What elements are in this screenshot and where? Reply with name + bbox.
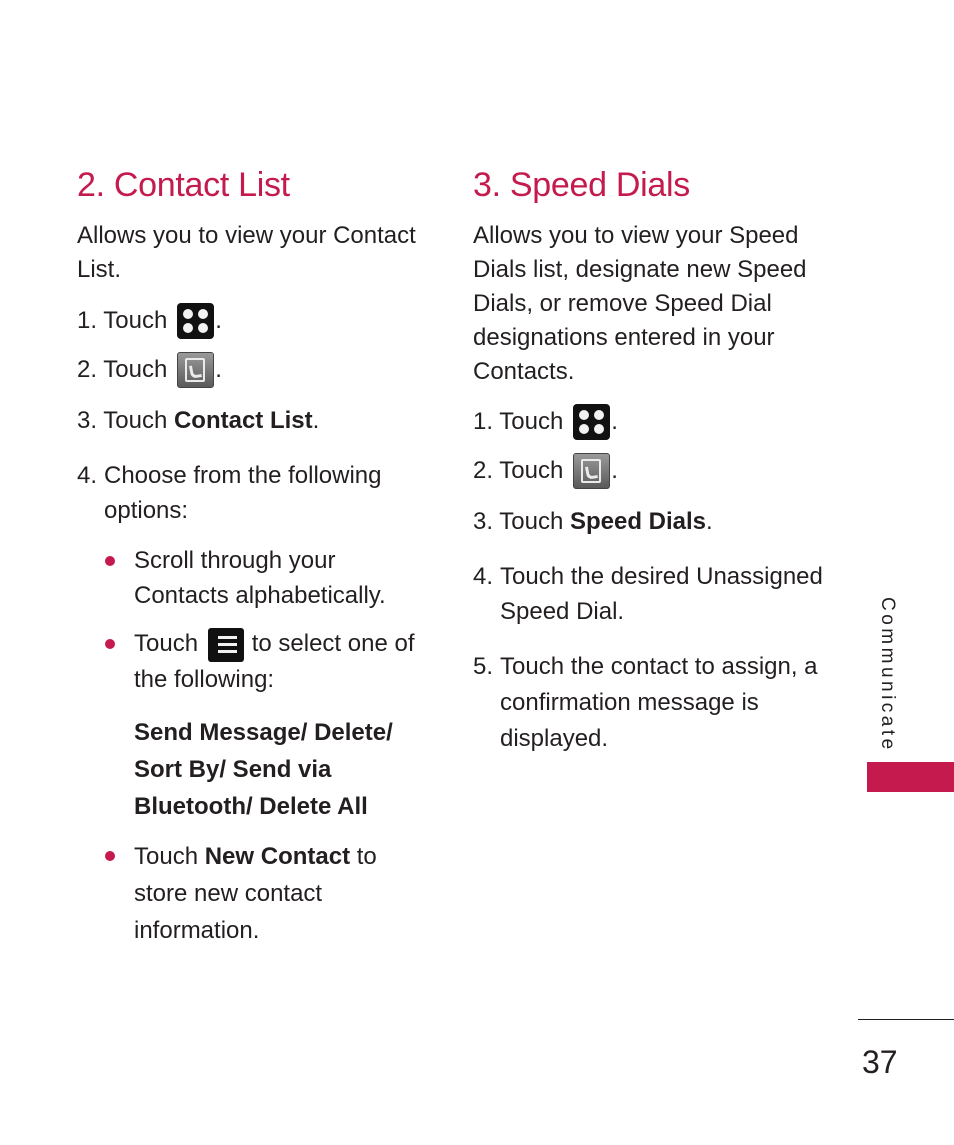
contact-list-options	[134, 714, 434, 825]
apps-grid-icon	[573, 404, 610, 440]
speed-dials-heading: 3. Speed Dials	[473, 166, 690, 204]
page-number: 37	[862, 1044, 898, 1080]
contact-list-intro: Allows you to view your Contact List.	[77, 222, 416, 283]
contact-list-bullet-3: Touch New Contact to store new contact information.	[105, 838, 425, 948]
contacts-phonebook-icon	[573, 453, 610, 489]
contacts-phonebook-icon	[177, 352, 214, 388]
speed-dials-step-5: 5. Touch the contact to assign, a confirmation message is displayed.	[473, 653, 818, 752]
apps-grid-icon	[177, 303, 214, 339]
bullet-dot	[105, 556, 115, 566]
contact-list-step-4: 4. Choose from the following options:	[77, 462, 382, 524]
contact-list-bullet-2: Touch to select one of the following:	[105, 626, 425, 700]
footer-rule	[858, 1019, 954, 1020]
speed-dials-step-4: 4. Touch the desired Unassigned Speed Dial.	[473, 563, 823, 625]
contact-list-bullet-1: Scroll through your Contacts alphabetically.	[105, 543, 425, 613]
speed-dials-step-2: 2. Touch .	[473, 453, 618, 489]
bullet-dot	[105, 639, 115, 649]
section-tab-label: Communicate	[877, 597, 898, 753]
bullet-dot	[105, 851, 115, 861]
option-line: Send Message/ Delete/	[134, 719, 393, 746]
contact-list-step-1: 1. Touch .	[77, 303, 222, 339]
speed-dials-intro: Allows you to view your Speed Dials list, designate new Speed Dials, or remove Speed Dial designations entered in your Contacts.	[473, 222, 807, 385]
section-tab-marker	[867, 762, 954, 792]
menu-list-icon	[208, 628, 244, 662]
contact-list-step-2: 2. Touch .	[77, 352, 222, 388]
contact-list-step-3: 3. Touch Contact List.	[77, 407, 320, 434]
option-line: Bluetooth/ Delete All	[134, 793, 368, 820]
contact-list-heading: 2. Contact List	[77, 166, 290, 204]
speed-dials-step-1: 1. Touch .	[473, 404, 618, 440]
speed-dials-step-3: 3. Touch Speed Dials.	[473, 508, 713, 535]
option-line: Sort By/ Send via	[134, 756, 332, 783]
